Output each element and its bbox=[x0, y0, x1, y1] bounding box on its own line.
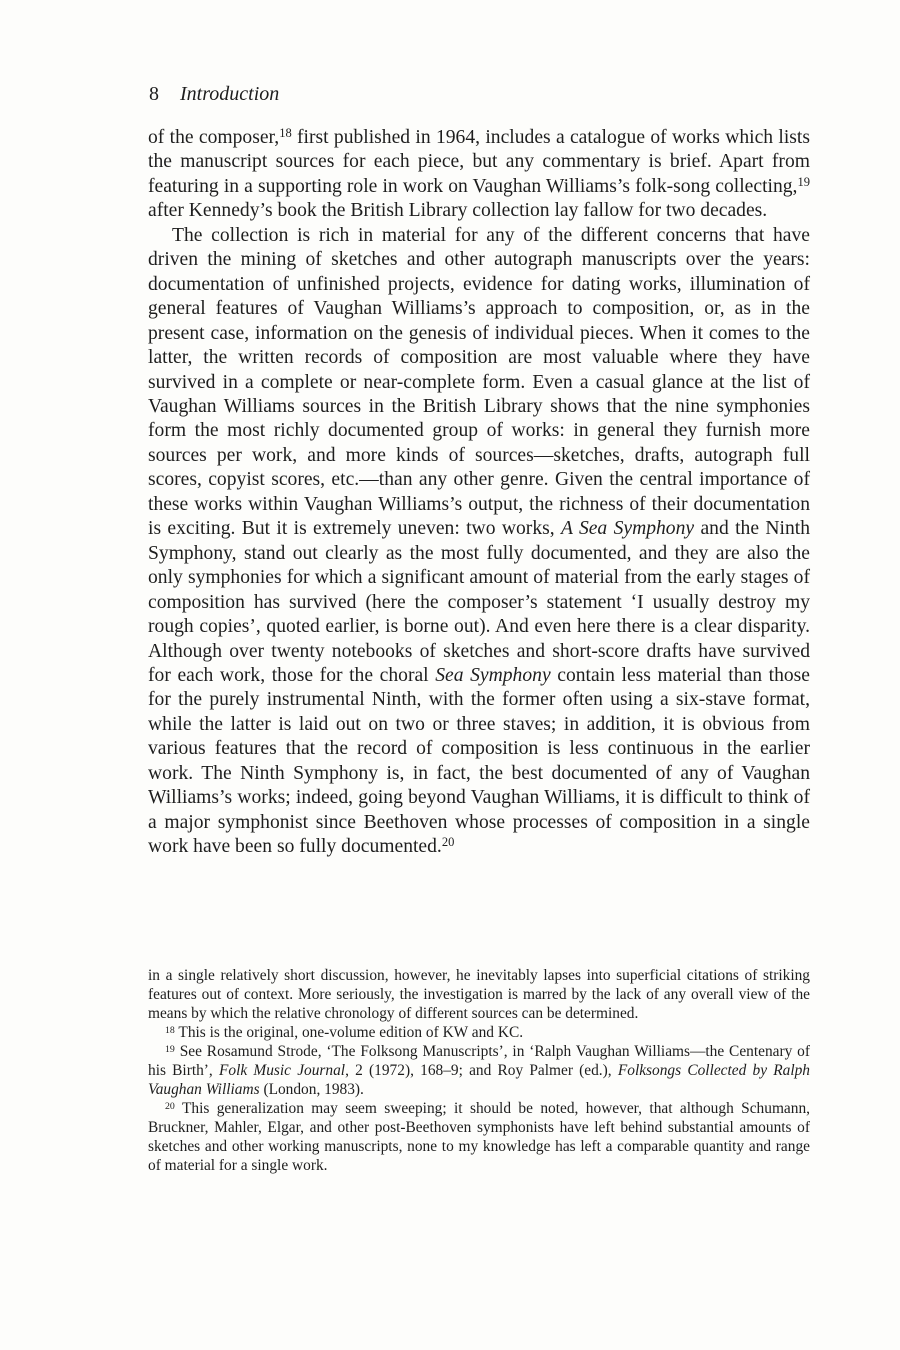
footnote-text: This is the original, one-volume edition of KW and KC. bbox=[174, 1024, 524, 1041]
footnote-20 bbox=[148, 1099, 810, 1175]
main-text bbox=[148, 126, 810, 860]
paragraph-1 bbox=[148, 126, 810, 224]
footnote-ref-18: 18 bbox=[279, 125, 292, 140]
footnote-19 bbox=[148, 1042, 810, 1099]
footnote-ref-19: 19 bbox=[797, 174, 810, 189]
text-run: after Kennedy’s book the British Library collection lay fallow for two decades. bbox=[148, 200, 768, 222]
footnote-ref-20: 20 bbox=[441, 834, 455, 849]
text-run: of the composer, bbox=[148, 127, 280, 148]
work-title-a-sea-symphony: A Sea Symphony bbox=[560, 518, 695, 540]
running-head-title: Introduction bbox=[180, 83, 280, 105]
footnote-marker-20: 20 bbox=[165, 1100, 175, 1112]
footnote-text: (London, 1983). bbox=[259, 1081, 364, 1098]
footnote-text: This generalization may seem sweeping; it should be noted, however, that although Schumann, Bruckner, Mahler, Elgar, and other post-Beethoven symphonists have left behind substantial amounts of sketches and other working manuscripts, none to my knowledge has left a comparable quantity and range of material for a single work. bbox=[148, 1100, 810, 1174]
footnotes-block bbox=[148, 966, 810, 1175]
footnote-text: , 2 (1972), 168–9; and Roy Palmer (ed.), bbox=[345, 1062, 618, 1079]
work-title-sea-symphony: Sea Symphony bbox=[435, 664, 551, 686]
paragraph-2 bbox=[148, 224, 810, 860]
footnote-18 bbox=[148, 1023, 810, 1042]
text-run: first published in 1964, includes a catalogue of works which lists the manuscript sources for each piece, but any commentary is brief. Apart from featuring in a supporting role in work on Vaughan Williams’s folk-song collecting, bbox=[148, 127, 810, 197]
text-run: and the Ninth Symphony, stand out clearly as the most fully documented, and they are also the only symphonies for which a significant amount of material from the early stages of composition has survived (here the composer’s statement ‘I usually destroy my rough copies’, quoted earlier, is borne out). And even here there is a clear disparity. Although over twenty notebooks of sketches and short-score drafts have survived for each work, those for the choral bbox=[148, 518, 810, 686]
book-title-folksongs-collected: Folksongs Collected by Ralph Vaughan Williams bbox=[148, 1062, 810, 1098]
running-header bbox=[149, 83, 279, 106]
footnote-marker-18: 18 bbox=[165, 1024, 175, 1036]
text-run: The collection is rich in material for any of the different concerns that have driven the mining of sketches and other autograph manuscripts over the years: documentation of unfinished projects, evidence for dating works, illumination of general features of Vaughan Williams’s approach to composition, or, as in the present case, information on the genesis of individual pieces. When it comes to the latter, the written records of composition are most valuable where they have survived in a complete or near-complete form. Even a casual glance at the list of Vaughan Williams sources in the British Library shows that the nine symphonies form the most richly documented group of works: in general they furnish more sources per work, and more kinds of sources—sketches, drafts, autograph full scores, copyist scores, etc.—than any other genre. Given the central importance of these works within Vaughan Williams’s output, the richness of their documentation is exciting. But it is extremely uneven: two works, bbox=[148, 224, 810, 540]
footnote-continuation: in a single relatively short discussion, however, he inevitably lapses into superficial citations of striking features out of context. More seriously, the investigation is marred by the lack of any overall view of the means by which the relative chronology of different sources can be determined. bbox=[148, 967, 810, 1022]
journal-title-folk-music-journal: Folk Music Journal bbox=[218, 1062, 346, 1079]
text-run: contain less material than those for the purely instrumental Ninth, with the former often using a six-stave format, while the latter is laid out on two or three staves; in addition, it is obvious from various features that the record of composition is less continuous in the earlier work. The Ninth Symphony is, in fact, the best documented of any of Vaughan Williams’s works; indeed, going beyond Vaughan Williams, it is difficult to think of a major symphonist since Beethoven whose processes of composition in a single work have been so fully documented. bbox=[148, 664, 810, 858]
footnote-text: See Rosamund Strode, ‘The Folksong Manuscripts’, in ‘Ralph Vaughan Williams—the Centenary of his Birth’, bbox=[148, 1043, 810, 1079]
page-number: 8 bbox=[149, 83, 159, 105]
footnote-marker-19: 19 bbox=[165, 1043, 175, 1055]
